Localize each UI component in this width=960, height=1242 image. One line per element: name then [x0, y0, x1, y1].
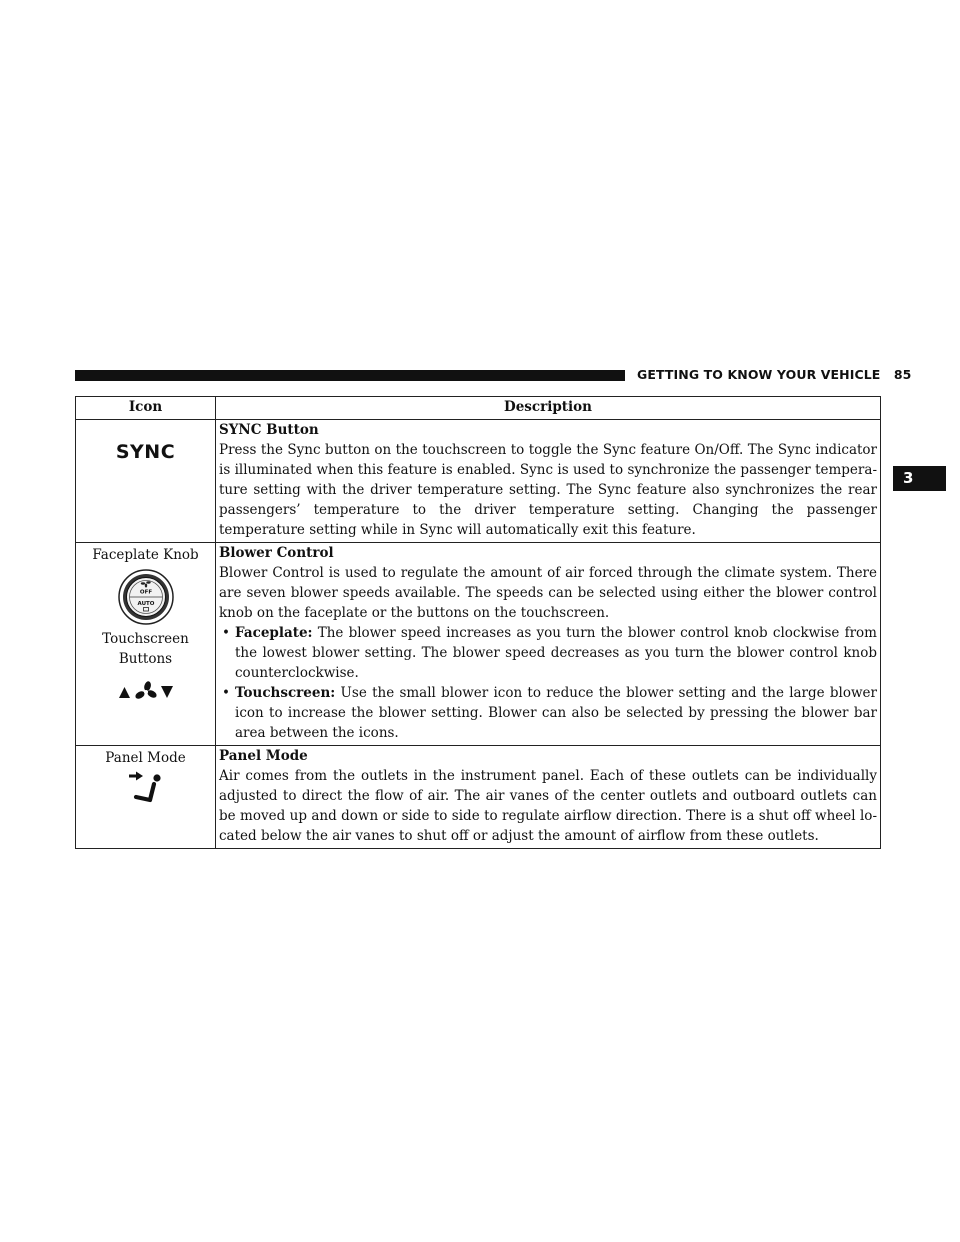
row-title: SYNC Button: [219, 422, 319, 438]
table-row: [76, 543, 881, 746]
icon-cell: [76, 420, 216, 543]
knob-auto-label: AUTO: [137, 601, 154, 607]
page-number: 85: [893, 367, 912, 382]
bullet-list: [219, 623, 877, 743]
blower-knob-icon: [117, 569, 175, 625]
blower-speed-icon: [118, 681, 174, 703]
knob-off-label: OFF: [139, 589, 152, 596]
panel-mode-label: Panel Mode: [105, 750, 186, 766]
row-title: Panel Mode: [219, 748, 308, 764]
bullet-text: The blower speed increases as you turn the blower control knob clockwise from the lowest blower setting. The blower speed decreases as you turn the blower control knob counterclockwise.: [235, 625, 877, 681]
chapter-tab: 3: [893, 466, 946, 491]
panel-mode-icon: [126, 770, 166, 808]
touchscreen-buttons-label: Touchscreen Buttons: [102, 631, 189, 667]
column-header-description: Description: [216, 397, 881, 420]
bullet-lead: Touchscreen:: [235, 685, 336, 701]
row-body: Air comes from the outlets in the instrument panel. Each of these outlets can be individually adjusted to direct the flow of air. The air vanes of the center outlets and outboard outlets can be moved up and down or side to side to regulate airflow direction. There is a shut off wheel located below the air vanes to shut off or adjust the amount of airflow from these outlets.: [219, 768, 877, 844]
table-header-row: [76, 397, 881, 420]
table-row: [76, 746, 881, 849]
sync-icon: SYNC: [115, 441, 176, 463]
row-title: Blower Control: [219, 545, 334, 561]
climate-controls-table: [75, 396, 881, 849]
row-body: Blower Control is used to regulate the amount of air forced through the climate system. There are seven blower speeds available. The speeds can be selected using either the blower control knob on the faceplate or the buttons on the touchscreen.: [219, 565, 877, 621]
faceplate-knob-label: Faceplate Knob: [92, 547, 199, 563]
description-cell: [216, 543, 881, 746]
icon-cell: [76, 746, 216, 849]
description-cell: [216, 746, 881, 849]
list-item: [219, 683, 877, 743]
section-title: GETTING TO KNOW YOUR VEHICLE: [637, 367, 881, 382]
icon-cell: [76, 543, 216, 746]
row-body: Press the Sync button on the touchscreen to toggle the Sync feature On/Off. The Sync indicator is illuminated when this feature is enabled. Sync is used to synchronize the passenger temperature setting with the driver temperature setting. The Sync feature also synchronizes the rear passengers’ temperature to the driver temperature setting. Changing the passenger temperature setting while in Sync will automatically exit this feature.: [219, 442, 877, 538]
table-row: [76, 420, 881, 543]
header-rule: [75, 370, 625, 381]
running-header: [637, 367, 912, 382]
description-cell: [216, 420, 881, 543]
bullet-text: Use the small blower icon to reduce the blower setting and the large blower icon to increase the blower setting. Blower can also be selected by pressing the blower bar area between the icons.: [235, 685, 877, 741]
column-header-icon: Icon: [76, 397, 216, 420]
list-item: [219, 623, 877, 683]
bullet-lead: Faceplate:: [235, 625, 313, 641]
